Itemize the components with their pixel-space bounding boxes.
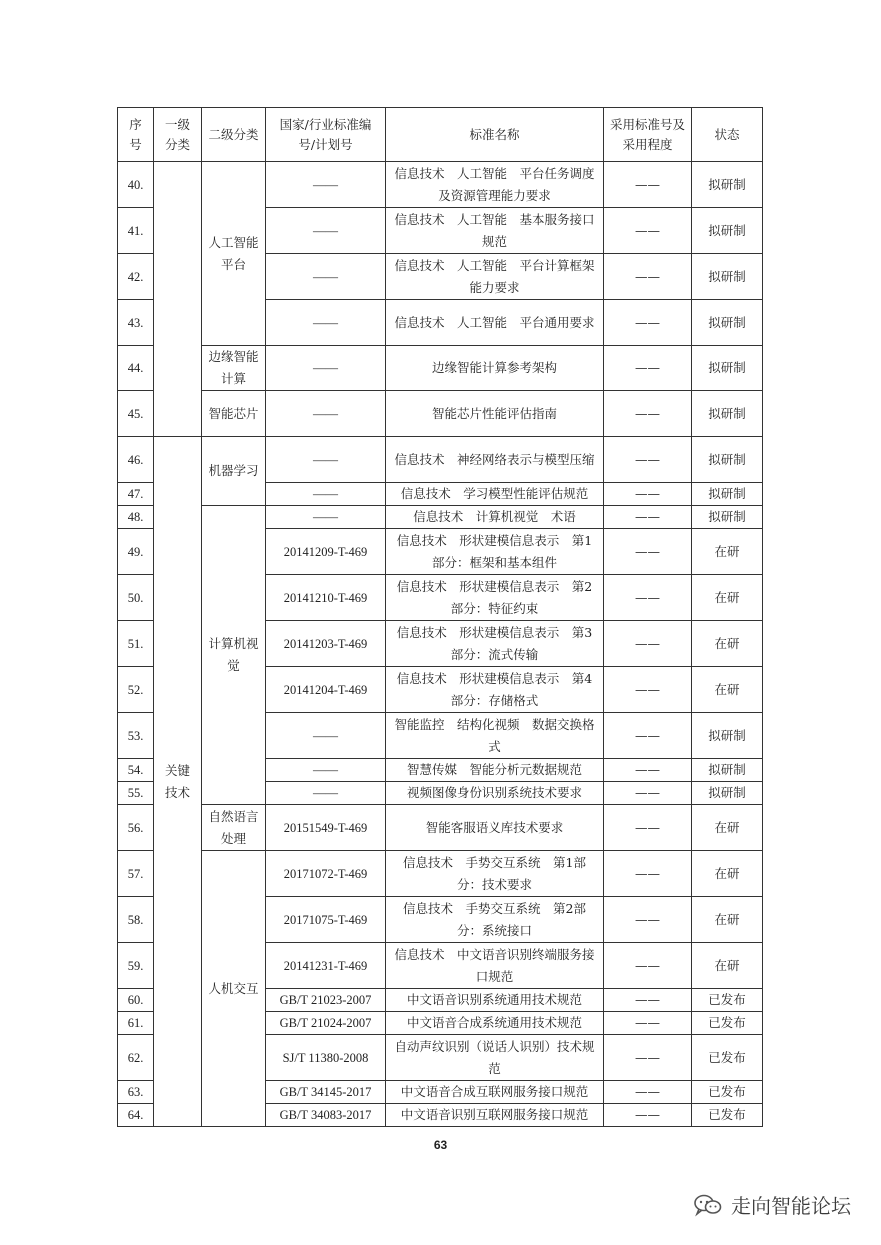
seq-cell: 42. [118, 254, 154, 300]
name-cell: 信息技术 形状建模信息表示 第2部分：特征约束 [386, 575, 604, 621]
status-cell: 已发布 [692, 1081, 763, 1104]
table-row [118, 506, 763, 529]
status-cell: 在研 [692, 575, 763, 621]
seq-cell: 47. [118, 483, 154, 506]
header-row [118, 108, 763, 162]
status-cell: 在研 [692, 897, 763, 943]
standards-table [117, 107, 763, 1127]
code-cell: 20141204-T-469 [266, 667, 386, 713]
header-seq: 序号 [118, 108, 154, 162]
watermark [693, 1190, 851, 1219]
table-row [118, 162, 763, 208]
seq-cell: 45. [118, 391, 154, 437]
name-cell: 信息技术 学习模型性能评估规范 [386, 483, 604, 506]
cat2-cell: 人工智能平台 [202, 162, 266, 346]
adopt-cell: —— [604, 529, 692, 575]
code-cell: —— [266, 759, 386, 782]
name-cell: 中文语音识别系统通用技术规范 [386, 989, 604, 1012]
adopt-cell: —— [604, 162, 692, 208]
name-cell: 智能客服语义库技术要求 [386, 805, 604, 851]
seq-cell: 49. [118, 529, 154, 575]
seq-cell: 44. [118, 346, 154, 391]
seq-cell: 55. [118, 782, 154, 805]
table-row [118, 437, 763, 483]
header-cat2: 二级分类 [202, 108, 266, 162]
adopt-cell: —— [604, 621, 692, 667]
cat2-cell: 边缘智能计算 [202, 346, 266, 391]
adopt-cell: —— [604, 805, 692, 851]
code-cell: —— [266, 391, 386, 437]
cat2-cell: 自然语言处理 [202, 805, 266, 851]
code-cell: GB/T 34145-2017 [266, 1081, 386, 1104]
seq-cell: 48. [118, 506, 154, 529]
seq-cell: 64. [118, 1104, 154, 1127]
status-cell: 在研 [692, 805, 763, 851]
cat1-cell: 关键技术 [154, 437, 202, 1127]
adopt-cell: —— [604, 759, 692, 782]
seq-cell: 51. [118, 621, 154, 667]
name-cell: 信息技术 手势交互系统 第2部分：系统接口 [386, 897, 604, 943]
header-status: 状态 [692, 108, 763, 162]
adopt-cell: —— [604, 1104, 692, 1127]
name-cell: 边缘智能计算参考架构 [386, 346, 604, 391]
seq-cell: 43. [118, 300, 154, 346]
name-cell: 智能监控 结构化视频 数据交换格式 [386, 713, 604, 759]
code-cell: GB/T 21023-2007 [266, 989, 386, 1012]
adopt-cell: —— [604, 782, 692, 805]
status-cell: 在研 [692, 621, 763, 667]
name-cell: 信息技术 人工智能 平台任务调度及资源管理能力要求 [386, 162, 604, 208]
seq-cell: 60. [118, 989, 154, 1012]
status-cell: 已发布 [692, 1012, 763, 1035]
status-cell: 拟研制 [692, 391, 763, 437]
adopt-cell: —— [604, 1081, 692, 1104]
cat2-cell: 智能芯片 [202, 391, 266, 437]
code-cell: —— [266, 208, 386, 254]
code-cell: SJ/T 11380-2008 [266, 1035, 386, 1081]
seq-cell: 57. [118, 851, 154, 897]
status-cell: 在研 [692, 851, 763, 897]
name-cell: 信息技术 计算机视觉 术语 [386, 506, 604, 529]
name-cell: 信息技术 人工智能 基本服务接口规范 [386, 208, 604, 254]
status-cell: 拟研制 [692, 483, 763, 506]
seq-cell: 56. [118, 805, 154, 851]
seq-cell: 58. [118, 897, 154, 943]
code-cell: GB/T 21024-2007 [266, 1012, 386, 1035]
adopt-cell: —— [604, 943, 692, 989]
seq-cell: 52. [118, 667, 154, 713]
cat1-cell [154, 162, 202, 437]
adopt-cell: —— [604, 346, 692, 391]
code-cell: 20171075-T-469 [266, 897, 386, 943]
name-cell: 信息技术 人工智能 平台计算框架能力要求 [386, 254, 604, 300]
table-row [118, 346, 763, 391]
adopt-cell: —— [604, 391, 692, 437]
code-cell: —— [266, 782, 386, 805]
adopt-cell: —— [604, 989, 692, 1012]
adopt-cell: —— [604, 667, 692, 713]
adopt-cell: —— [604, 851, 692, 897]
code-cell: 20141231-T-469 [266, 943, 386, 989]
wechat-icon [693, 1193, 723, 1217]
header-code: 国家/行业标准编号/计划号 [266, 108, 386, 162]
code-cell: 20151549-T-469 [266, 805, 386, 851]
code-cell: 20141203-T-469 [266, 621, 386, 667]
status-cell: 拟研制 [692, 782, 763, 805]
status-cell: 拟研制 [692, 300, 763, 346]
status-cell: 在研 [692, 529, 763, 575]
name-cell: 智慧传媒 智能分析元数据规范 [386, 759, 604, 782]
seq-cell: 61. [118, 1012, 154, 1035]
name-cell: 信息技术 手势交互系统 第1部分：技术要求 [386, 851, 604, 897]
name-cell: 视频图像身份识别系统技术要求 [386, 782, 604, 805]
name-cell: 信息技术 形状建模信息表示 第4部分：存储格式 [386, 667, 604, 713]
seq-cell: 50. [118, 575, 154, 621]
name-cell: 自动声纹识别（说话人识别）技术规范 [386, 1035, 604, 1081]
adopt-cell: —— [604, 1035, 692, 1081]
header-name: 标准名称 [386, 108, 604, 162]
code-cell: —— [266, 254, 386, 300]
name-cell: 中文语音合成互联网服务接口规范 [386, 1081, 604, 1104]
table-row [118, 391, 763, 437]
code-cell: —— [266, 300, 386, 346]
name-cell: 中文语音合成系统通用技术规范 [386, 1012, 604, 1035]
adopt-cell: —— [604, 506, 692, 529]
adopt-cell: —— [604, 713, 692, 759]
status-cell: 拟研制 [692, 713, 763, 759]
header-adopt: 采用标准号及采用程度 [604, 108, 692, 162]
status-cell: 拟研制 [692, 506, 763, 529]
watermark-text: 走向智能论坛 [731, 1194, 851, 1218]
status-cell: 拟研制 [692, 254, 763, 300]
code-cell: —— [266, 483, 386, 506]
status-cell: 拟研制 [692, 346, 763, 391]
code-cell: —— [266, 713, 386, 759]
code-cell: 20171072-T-469 [266, 851, 386, 897]
seq-cell: 59. [118, 943, 154, 989]
seq-cell: 46. [118, 437, 154, 483]
seq-cell: 41. [118, 208, 154, 254]
code-cell: —— [266, 346, 386, 391]
adopt-cell: —— [604, 897, 692, 943]
seq-cell: 63. [118, 1081, 154, 1104]
cat2-cell: 机器学习 [202, 437, 266, 506]
status-cell: 拟研制 [692, 437, 763, 483]
seq-cell: 62. [118, 1035, 154, 1081]
adopt-cell: —— [604, 437, 692, 483]
seq-cell: 54. [118, 759, 154, 782]
name-cell: 信息技术 人工智能 平台通用要求 [386, 300, 604, 346]
name-cell: 信息技术 神经网络表示与模型压缩 [386, 437, 604, 483]
adopt-cell: —— [604, 1012, 692, 1035]
status-cell: 在研 [692, 667, 763, 713]
adopt-cell: —— [604, 208, 692, 254]
code-cell: 20141209-T-469 [266, 529, 386, 575]
code-cell: —— [266, 162, 386, 208]
cat2-cell: 人机交互 [202, 851, 266, 1127]
status-cell: 拟研制 [692, 208, 763, 254]
table-row [118, 805, 763, 851]
code-cell: —— [266, 506, 386, 529]
header-cat1: 一级分类 [154, 108, 202, 162]
status-cell: 拟研制 [692, 162, 763, 208]
seq-cell: 40. [118, 162, 154, 208]
name-cell: 信息技术 中文语音识别终端服务接口规范 [386, 943, 604, 989]
page-number: 63 [433, 1138, 448, 1152]
code-cell: 20141210-T-469 [266, 575, 386, 621]
seq-cell: 53. [118, 713, 154, 759]
status-cell: 已发布 [692, 1104, 763, 1127]
status-cell: 已发布 [692, 1035, 763, 1081]
adopt-cell: —— [604, 483, 692, 506]
code-cell: GB/T 34083-2017 [266, 1104, 386, 1127]
status-cell: 已发布 [692, 989, 763, 1012]
code-cell: —— [266, 437, 386, 483]
name-cell: 智能芯片性能评估指南 [386, 391, 604, 437]
cat2-cell: 计算机视觉 [202, 506, 266, 805]
table-row [118, 851, 763, 897]
name-cell: 信息技术 形状建模信息表示 第3部分：流式传输 [386, 621, 604, 667]
name-cell: 中文语音识别互联网服务接口规范 [386, 1104, 604, 1127]
status-cell: 拟研制 [692, 759, 763, 782]
adopt-cell: —— [604, 300, 692, 346]
status-cell: 在研 [692, 943, 763, 989]
adopt-cell: —— [604, 575, 692, 621]
adopt-cell: —— [604, 254, 692, 300]
name-cell: 信息技术 形状建模信息表示 第1部分：框架和基本组件 [386, 529, 604, 575]
